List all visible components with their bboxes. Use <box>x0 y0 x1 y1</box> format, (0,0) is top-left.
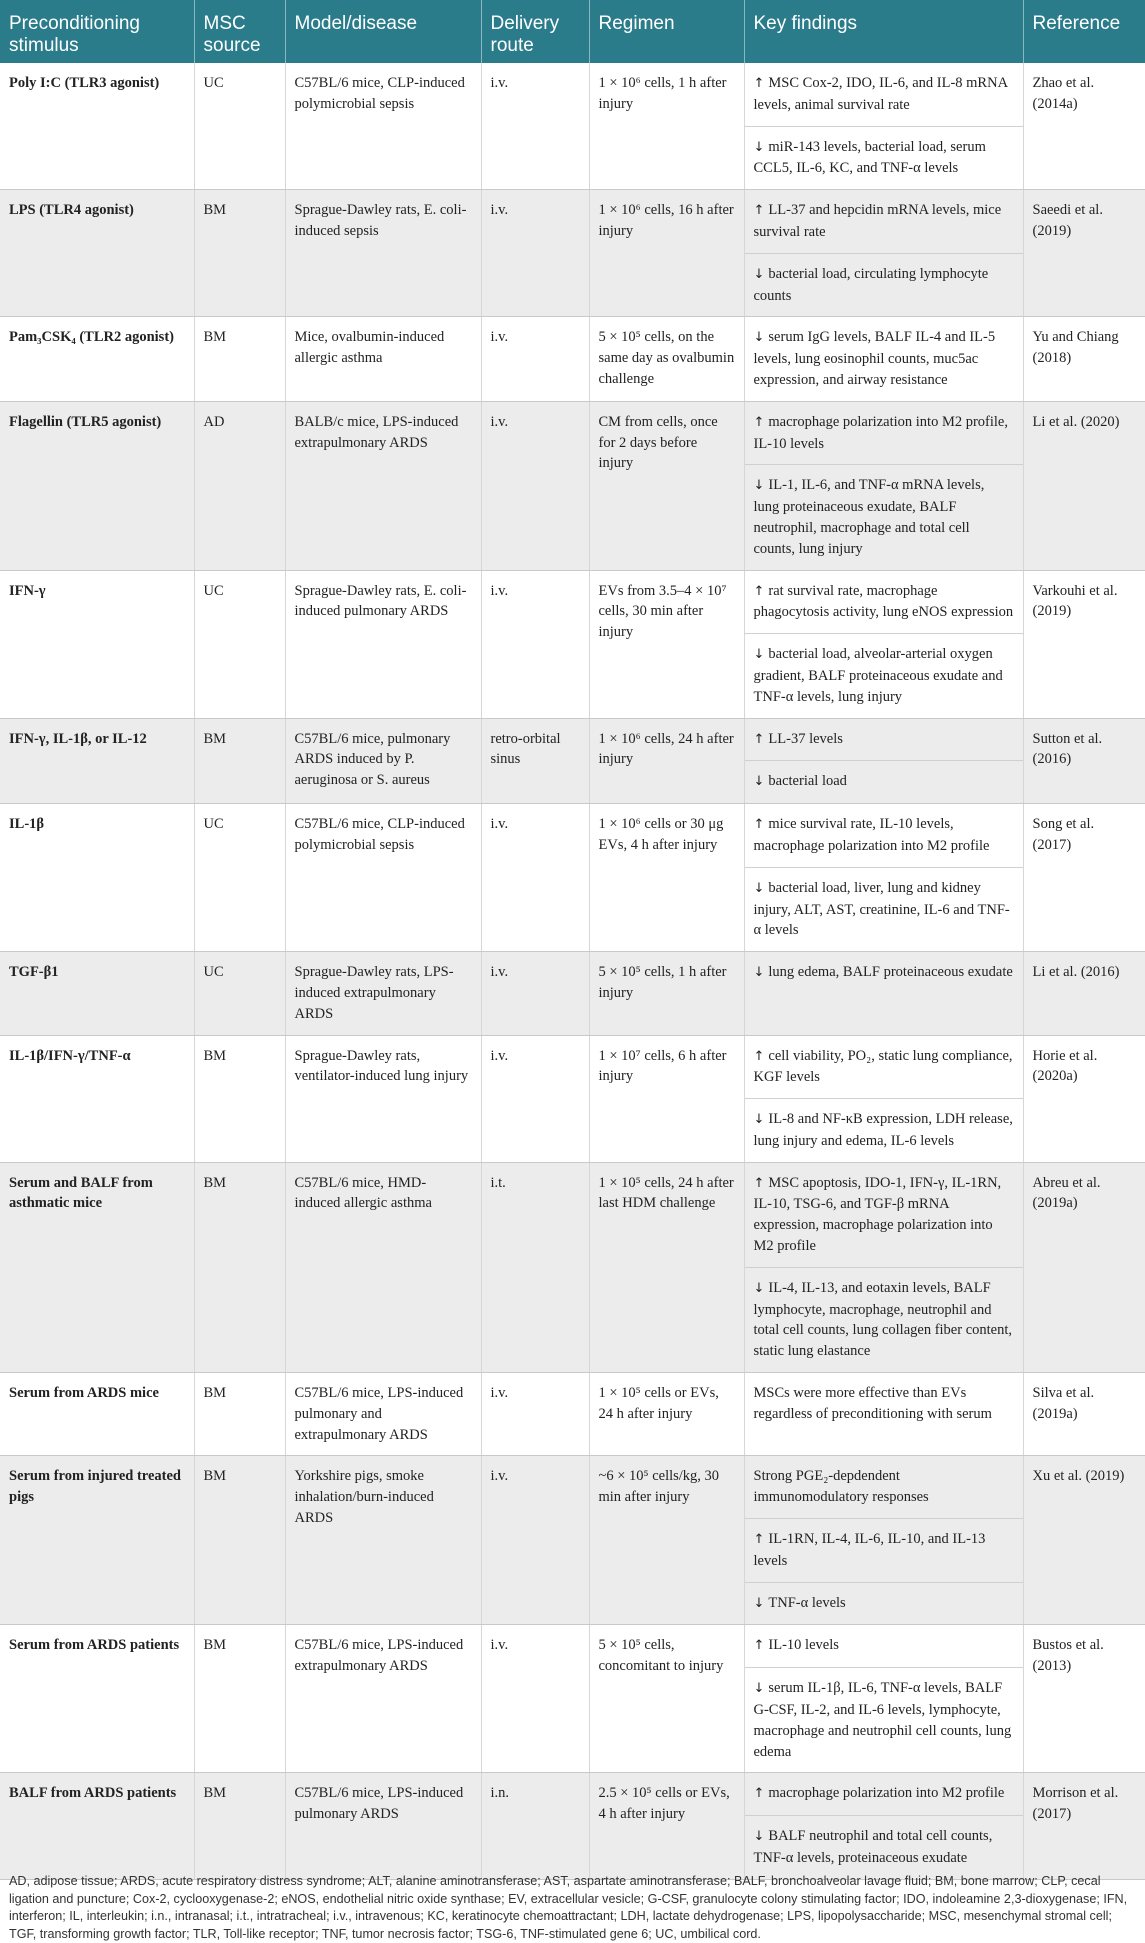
col-header-model: Model/disease <box>285 0 481 63</box>
cell-model: C57BL/6 mice, LPS-induced extrapulmonary ARDS <box>285 1625 481 1773</box>
cell-reference: Zhao et al. (2014a) <box>1023 63 1145 190</box>
cell-route: i.v. <box>481 952 589 1035</box>
cell-regimen: 1 × 10⁶ cells, 16 h after injury <box>589 190 744 317</box>
cell-model: Sprague-Dawley rats, E. coli-induced pulmonary ARDS <box>285 570 481 718</box>
finding-item <box>745 1268 1023 1372</box>
cell-regimen: 5 × 10⁵ cells, 1 h after injury <box>589 952 744 1035</box>
cell-route: i.t. <box>481 1162 589 1372</box>
arrow-down-icon: ↓ <box>753 330 765 346</box>
cell-route: i.v. <box>481 1035 589 1162</box>
finding-item <box>745 465 1023 569</box>
cell-stimulus: TGF-β1 <box>0 952 194 1035</box>
cell-regimen: 1 × 10⁵ cells or EVs, 24 h after injury <box>589 1373 744 1456</box>
finding-text: bacterial load, alveolar-arterial oxygen gradient, BALF proteinaceous exudate and TNF-α levels, lung injury <box>753 646 1003 705</box>
finding-item <box>745 804 1023 868</box>
finding-text: cell viability, PO₂, static lung compliance, KGF levels <box>753 1047 1013 1086</box>
cell-msc-source: UC <box>194 570 285 718</box>
finding-text: TNF-α levels <box>768 1594 846 1611</box>
cell-stimulus: Poly I:C (TLR3 agonist) <box>0 63 194 190</box>
table-row <box>0 718 1145 804</box>
finding-text: lung edema, BALF proteinaceous exudate <box>768 964 1013 981</box>
cell-key-findings <box>744 952 1023 1035</box>
cell-msc-source: BM <box>194 1456 285 1625</box>
cell-msc-source: BM <box>194 317 285 401</box>
finding-item <box>745 634 1023 717</box>
cell-reference: Song et al. (2017) <box>1023 804 1145 952</box>
cell-model: C57BL/6 mice, LPS-induced pulmonary ARDS <box>285 1773 481 1879</box>
finding-item <box>745 254 1023 317</box>
cell-model: C57BL/6 mice, LPS-induced pulmonary and extrapulmonary ARDS <box>285 1373 481 1456</box>
finding-text: IL-1RN, IL-4, IL-6, IL-10, and IL-13 levels <box>753 1531 986 1569</box>
cell-regimen: 1 × 10⁶ cells, 1 h after injury <box>589 63 744 190</box>
arrow-down-icon: ↓ <box>753 1829 765 1845</box>
cell-stimulus: BALF from ARDS patients <box>0 1773 194 1879</box>
table-row <box>0 317 1145 401</box>
cell-route: i.v. <box>481 1456 589 1625</box>
cell-msc-source: UC <box>194 952 285 1035</box>
cell-model: BALB/c mice, LPS-induced extrapulmonary ARDS <box>285 401 481 570</box>
finding-item <box>745 868 1023 951</box>
arrow-down-icon: ↓ <box>753 880 765 896</box>
finding-item <box>745 63 1023 127</box>
cell-model: C57BL/6 mice, CLP-induced polymicrobial sepsis <box>285 804 481 952</box>
finding-text: BALF neutrophil and total cell counts, TNF-α levels, proteinaceous exudate <box>753 1828 993 1867</box>
finding-item <box>745 571 1023 635</box>
table-row <box>0 570 1145 718</box>
cell-key-findings <box>744 63 1023 190</box>
table-row <box>0 1625 1145 1773</box>
arrow-up-icon: ↑ <box>753 414 765 430</box>
table-row <box>0 1373 1145 1456</box>
arrow-up-icon: ↑ <box>753 1532 765 1548</box>
table-row <box>0 952 1145 1035</box>
cell-reference: Morrison et al. (2017) <box>1023 1773 1145 1879</box>
cell-model: Sprague-Dawley rats, LPS-induced extrapulmonary ARDS <box>285 952 481 1035</box>
table-header-row <box>0 0 1145 63</box>
table-row <box>0 401 1145 570</box>
arrow-up-icon: ↑ <box>753 583 765 599</box>
cell-regimen: 1 × 10⁶ cells, 24 h after injury <box>589 718 744 804</box>
cell-model: Sprague-Dawley rats, ventilator-induced lung injury <box>285 1035 481 1162</box>
cell-stimulus: IFN-γ, IL-1β, or IL-12 <box>0 718 194 804</box>
cell-reference: Sutton et al. (2016) <box>1023 718 1145 804</box>
cell-route: retro-orbital sinus <box>481 718 589 804</box>
finding-text: IL-4, IL-13, and eotaxin levels, BALF lymphocyte, macrophage, neutrophil and total cell counts, lung collagen fiber content, static lung elastance <box>753 1279 1013 1360</box>
cell-msc-source: UC <box>194 63 285 190</box>
cell-msc-source: BM <box>194 1162 285 1372</box>
arrow-down-icon: ↓ <box>753 1280 765 1296</box>
arrow-up-icon: ↑ <box>753 1048 765 1064</box>
cell-regimen: 1 × 10⁵ cells, 24 h after last HDM challenge <box>589 1162 744 1372</box>
cell-route: i.v. <box>481 190 589 317</box>
finding-text: rat survival rate, macrophage phagocytosis activity, lung eNOS expression <box>753 582 1014 621</box>
cell-route: i.v. <box>481 804 589 952</box>
finding-text: bacterial load, circulating lymphocyte counts <box>753 265 989 304</box>
cell-reference: Bustos et al. (2013) <box>1023 1625 1145 1773</box>
cell-model: Yorkshire pigs, smoke inhalation/burn-induced ARDS <box>285 1456 481 1625</box>
cell-route: i.v. <box>481 1373 589 1456</box>
cell-key-findings <box>744 570 1023 718</box>
cell-msc-source: BM <box>194 1035 285 1162</box>
arrow-down-icon: ↓ <box>753 1681 765 1697</box>
cell-stimulus: Pam₃CSK₄ (TLR2 agonist) <box>0 317 194 401</box>
cell-key-findings <box>744 317 1023 401</box>
finding-text: serum IgG levels, BALF IL-4 and IL-5 levels, lung eosinophil counts, muc5ac expression, and airway resistance <box>753 329 996 388</box>
finding-text: macrophage polarization into M2 profile, IL-10 levels <box>753 413 1008 452</box>
cell-regimen: 5 × 10⁵ cells, on the same day as ovalbumin challenge <box>589 317 744 401</box>
col-header-regimen: Regimen <box>589 0 744 63</box>
table-row <box>0 1035 1145 1162</box>
finding-text: MSCs were more effective than EVs regardless of preconditioning with serum <box>753 1385 992 1422</box>
cell-stimulus: IFN-γ <box>0 570 194 718</box>
finding-item <box>745 1036 1023 1100</box>
cell-stimulus: Serum and BALF from asthmatic mice <box>0 1162 194 1372</box>
finding-item <box>745 761 1023 803</box>
finding-text: macrophage polarization into M2 profile <box>768 1785 1005 1802</box>
arrow-down-icon: ↓ <box>753 774 765 790</box>
cell-reference: Varkouhi et al. (2019) <box>1023 570 1145 718</box>
finding-text: miR-143 levels, bacterial load, serum CCL5, IL-6, KC, and TNF-α levels <box>753 138 986 177</box>
cell-reference: Abreu et al. (2019a) <box>1023 1162 1145 1372</box>
cell-stimulus: IL-1β <box>0 804 194 952</box>
table-row <box>0 190 1145 317</box>
finding-text: LL-37 levels <box>768 730 843 747</box>
cell-key-findings <box>744 1373 1023 1456</box>
col-header-reference: Reference <box>1023 0 1145 63</box>
cell-stimulus: Serum from ARDS mice <box>0 1373 194 1456</box>
cell-reference: Saeedi et al. (2019) <box>1023 190 1145 317</box>
col-header-msc-source: MSC source <box>194 0 285 63</box>
table-footnote: AD, adipose tissue; ARDS, acute respiratory distress syndrome; ALT, alanine aminotransferase; AST, aspartate aminotransferase; BALF, bronchoalveolar lavage fluid; BM, bone marrow; CLP, cecal ligation and puncture; Cox-2, cyclooxygenase-2; eNOS, endothelial nitric oxide synthase; EV, extracellular vesicle; G-CSF, granulocyte colony stimulating factor; IDO, indoleamine 2,3-dioxygenase; IFN, interferon; IL, interleukin; i.n., intranasal; i.t., intratracheal; i.v., intravenous; KC, keratinocyte chemoattractant; LDH, lactate dehydrogenase; LPS, lipopolysaccharide; MSC, mesenchymal stromal cell; TGF, transforming growth factor; TLR, Toll-like receptor; TNF, tumor necrosis factor; TSG-6, TNF-stimulated gene 6; UC, umbilical cord. <box>9 1874 1128 1941</box>
finding-text: bacterial load, liver, lung and kidney injury, ALT, AST, creatinine, IL-6 and TNF-α levels <box>753 879 1010 939</box>
cell-regimen: 2.5 × 10⁵ cells or EVs, 4 h after injury <box>589 1773 744 1879</box>
cell-reference: Li et al. (2016) <box>1023 952 1145 1035</box>
cell-route: i.v. <box>481 570 589 718</box>
arrow-up-icon: ↑ <box>753 1175 765 1191</box>
cell-route: i.v. <box>481 317 589 401</box>
finding-item <box>745 1163 1023 1268</box>
cell-key-findings <box>744 1773 1023 1879</box>
cell-route: i.v. <box>481 401 589 570</box>
arrow-down-icon: ↓ <box>753 139 765 155</box>
cell-stimulus: Flagellin (TLR5 agonist) <box>0 401 194 570</box>
cell-route: i.n. <box>481 1773 589 1879</box>
finding-text: serum IL-1β, IL-6, TNF-α levels, BALF G-CSF, IL-2, and IL-6 levels, lymphocyte, macrophage and neutrophil cell counts, lung edema <box>753 1680 1012 1760</box>
finding-item <box>745 190 1023 254</box>
finding-item <box>745 317 1023 400</box>
cell-regimen: 5 × 10⁵ cells, concomitant to injury <box>589 1625 744 1773</box>
cell-model: Mice, ovalbumin-induced allergic asthma <box>285 317 481 401</box>
cell-reference: Yu and Chiang (2018) <box>1023 317 1145 401</box>
cell-reference: Silva et al. (2019a) <box>1023 1373 1145 1456</box>
finding-item <box>745 1583 1023 1625</box>
cell-key-findings <box>744 718 1023 804</box>
finding-item <box>745 402 1023 466</box>
cell-reference: Li et al. (2020) <box>1023 401 1145 570</box>
arrow-down-icon: ↓ <box>753 1595 765 1611</box>
arrow-down-icon: ↓ <box>753 266 765 282</box>
cell-key-findings <box>744 190 1023 317</box>
finding-item <box>745 1668 1023 1772</box>
cell-stimulus: Serum from ARDS patients <box>0 1625 194 1773</box>
arrow-up-icon: ↑ <box>753 1786 765 1802</box>
arrow-up-icon: ↑ <box>753 731 765 747</box>
table-row <box>0 63 1145 190</box>
cell-stimulus: LPS (TLR4 agonist) <box>0 190 194 317</box>
arrow-up-icon: ↑ <box>753 817 765 833</box>
cell-model: C57BL/6 mice, HMD-induced allergic asthma <box>285 1162 481 1372</box>
cell-model: C57BL/6 mice, pulmonary ARDS induced by P. aeruginosa or S. aureus <box>285 718 481 804</box>
cell-msc-source: BM <box>194 1773 285 1879</box>
cell-model: Sprague-Dawley rats, E. coli-induced sepsis <box>285 190 481 317</box>
col-header-stimulus: Preconditioning stimulus <box>0 0 194 63</box>
cell-key-findings <box>744 1625 1023 1773</box>
arrow-up-icon: ↑ <box>753 76 765 91</box>
cell-key-findings <box>744 401 1023 570</box>
arrow-down-icon: ↓ <box>753 647 765 663</box>
arrow-up-icon: ↑ <box>753 1638 765 1654</box>
cell-msc-source: AD <box>194 401 285 570</box>
cell-stimulus: IL-1β/IFN-γ/TNF-α <box>0 1035 194 1162</box>
arrow-down-icon: ↓ <box>753 965 765 981</box>
cell-route: i.v. <box>481 1625 589 1773</box>
col-header-route: Delivery route <box>481 0 589 63</box>
cell-regimen: 1 × 10⁶ cells or 30 μg EVs, 4 h after injury <box>589 804 744 952</box>
finding-text: LL-37 and hepcidin mRNA levels, mice survival rate <box>753 202 1002 240</box>
table-row <box>0 1162 1145 1372</box>
arrow-down-icon: ↓ <box>753 478 765 494</box>
finding-item <box>745 1099 1023 1162</box>
finding-text: IL-10 levels <box>768 1637 839 1654</box>
table-row <box>0 804 1145 952</box>
cell-regimen: 1 × 10⁷ cells, 6 h after injury <box>589 1035 744 1162</box>
cell-key-findings <box>744 804 1023 952</box>
finding-item <box>745 719 1023 762</box>
table-row <box>0 1456 1145 1625</box>
finding-item <box>745 1773 1023 1816</box>
cell-msc-source: BM <box>194 1373 285 1456</box>
cell-key-findings <box>744 1162 1023 1372</box>
finding-item <box>745 1373 1023 1435</box>
col-header-findings: Key findings <box>744 0 1023 63</box>
cell-reference: Xu et al. (2019) <box>1023 1456 1145 1625</box>
cell-msc-source: BM <box>194 190 285 317</box>
arrow-down-icon: ↓ <box>753 1112 765 1128</box>
finding-item <box>745 1456 1023 1519</box>
cell-key-findings <box>744 1035 1023 1162</box>
cell-stimulus: Serum from injured treated pigs <box>0 1456 194 1625</box>
cell-reference: Horie et al. (2020a) <box>1023 1035 1145 1162</box>
finding-text: mice survival rate, IL-10 levels, macrophage polarization into M2 profile <box>753 816 990 854</box>
cell-model: C57BL/6 mice, CLP-induced polymicrobial sepsis <box>285 63 481 190</box>
finding-text: MSC Cox-2, IDO, IL-6, and IL-8 mRNA levels, animal survival rate <box>753 75 1008 113</box>
finding-text: MSC apoptosis, IDO-1, IFN-γ, IL-1RN, IL-10, TSG-6, and TGF-β mRNA expression, macrophage polarization into M2 profile <box>753 1174 1002 1255</box>
finding-text: IL-8 and NF-κB expression, LDH release, lung injury and edema, IL-6 levels <box>753 1111 1013 1149</box>
finding-text: Strong PGE₂-depdendent immunomodulatory responses <box>753 1468 929 1506</box>
cell-msc-source: BM <box>194 1625 285 1773</box>
cell-regimen: CM from cells, once for 2 days before injury <box>589 401 744 570</box>
finding-item <box>745 127 1023 190</box>
cell-regimen: EVs from 3.5–4 × 10⁷ cells, 30 min after injury <box>589 570 744 718</box>
finding-text: IL-1, IL-6, and TNF-α mRNA levels, lung proteinaceous exudate, BALF neutrophil, macrophage and total cell counts, lung injury <box>753 477 985 557</box>
table-row <box>0 1773 1145 1879</box>
cell-msc-source: UC <box>194 804 285 952</box>
finding-item <box>745 952 1023 994</box>
cell-key-findings <box>744 1456 1023 1625</box>
cell-route: i.v. <box>481 63 589 190</box>
arrow-up-icon: ↑ <box>753 203 765 219</box>
finding-item <box>745 1519 1023 1583</box>
finding-item <box>745 1625 1023 1668</box>
cell-regimen: ~6 × 10⁵ cells/kg, 30 min after injury <box>589 1456 744 1625</box>
finding-item <box>745 1816 1023 1879</box>
cell-msc-source: BM <box>194 718 285 804</box>
finding-text: bacterial load <box>768 773 847 790</box>
